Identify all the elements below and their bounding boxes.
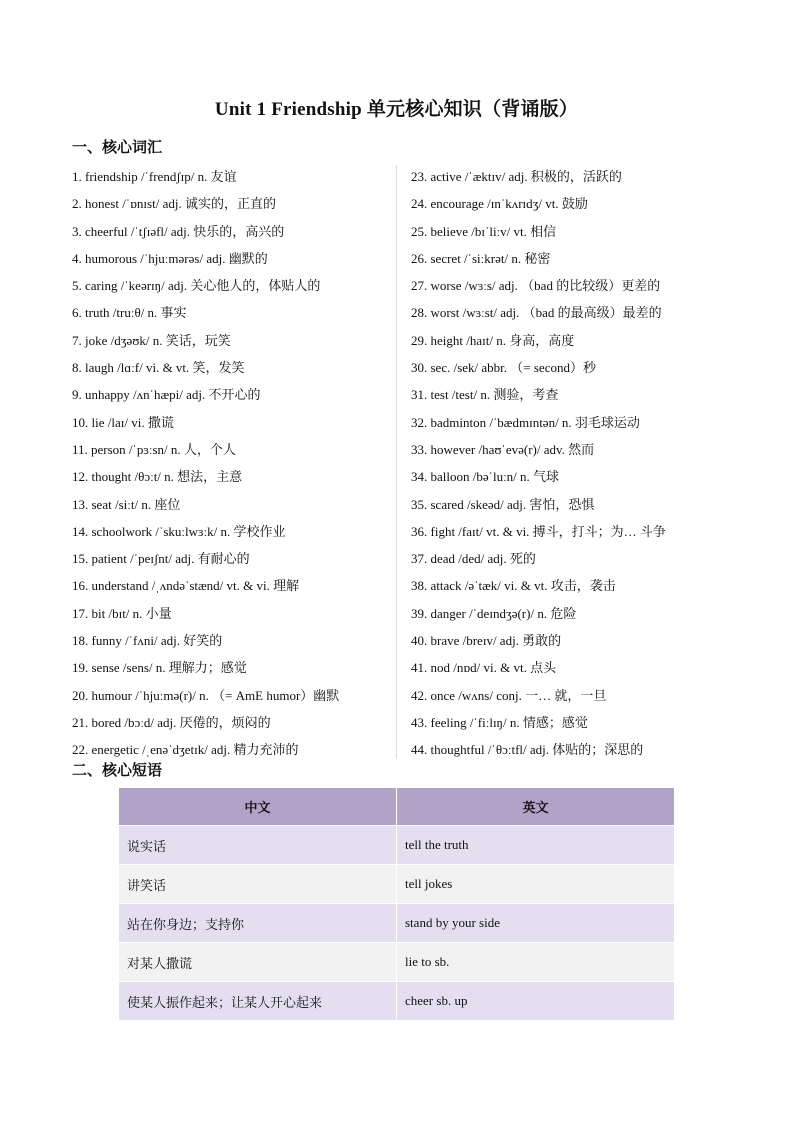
- vocab-item: 28. worst /wɜːst/ adj. （bad 的最高级）最差的: [411, 305, 662, 321]
- vocab-item: 37. dead /ded/ adj. 死的: [411, 551, 536, 567]
- vocab-item: 43. feeling /ˈfiːlɪŋ/ n. 情感；感觉: [411, 714, 588, 730]
- vocab-item: 34. balloon /bəˈluːn/ n. 气球: [411, 469, 560, 485]
- vocabulary-list-right: [411, 163, 711, 764]
- vocab-item: 24. encourage /ɪnˈkʌrɪdʒ/ vt. 鼓励: [411, 196, 588, 212]
- phrase-english: tell the truth: [397, 826, 675, 865]
- vocab-item: 36. fight /faɪt/ vt. & vi. 搏斗，打斗；为… 斗争: [411, 523, 666, 539]
- section-heading-vocabulary: 一、核心词汇: [72, 140, 163, 156]
- vocab-item: 27. worse /wɜːs/ adj. （bad 的比较级）更差的: [411, 278, 661, 294]
- vocab-item: 14. schoolwork /ˈskuːlwɜːk/ n. 学校作业: [72, 523, 286, 539]
- phrase-chinese: 对某人撒谎: [119, 943, 397, 982]
- vocab-item: 22. energetic /ˌenəˈdʒetɪk/ adj. 精力充沛的: [72, 742, 299, 758]
- phrase-chinese: 说实话: [119, 826, 397, 865]
- vocab-item: 35. scared /skeəd/ adj. 害怕，恐惧: [411, 496, 595, 512]
- vocab-item: 20. humour /ˈhjuːmə(r)/ n. （= AmE humor）幽默: [72, 687, 340, 703]
- vocab-item: 30. sec. /sek/ abbr. （= second）秒: [411, 360, 596, 376]
- phrase-chinese: 讲笑话: [119, 865, 397, 904]
- column-header-english: 英文: [397, 788, 675, 826]
- section-heading-phrases: 二、核心短语: [72, 763, 163, 779]
- vocab-item: 44. thoughtful /ˈθɔːtfl/ adj. 体贴的；深思的: [411, 742, 644, 758]
- vocab-item: 42. once /wʌns/ conj. 一… 就，一旦: [411, 687, 607, 703]
- vocab-item: 4. humorous /ˈhjuːmərəs/ adj. 幽默的: [72, 250, 268, 266]
- vocab-item: 16. understand /ˌʌndəˈstænd/ vt. & vi. 理解: [72, 578, 300, 594]
- table-row: [119, 982, 674, 1021]
- vocab-item: 17. bit /bɪt/ n. 小量: [72, 605, 172, 621]
- phrase-english: tell jokes: [397, 865, 675, 904]
- vocab-item: 18. funny /ˈfʌni/ adj. 好笑的: [72, 633, 223, 649]
- vocab-item: 1. friendship /ˈfrendʃɪp/ n. 友谊: [72, 169, 237, 184]
- vocabulary-list-left: [72, 163, 392, 764]
- vocab-item: 15. patient /ˈpeɪʃnt/ adj. 有耐心的: [72, 551, 250, 567]
- vocab-item: 12. thought /θɔːt/ n. 想法，主意: [72, 469, 243, 485]
- vocab-item: 3. cheerful /ˈtʃɪəfl/ adj. 快乐的，高兴的: [72, 223, 285, 239]
- table-row: [119, 865, 674, 904]
- phrase-english: cheer sb. up: [397, 982, 675, 1021]
- vocab-item: 26. secret /ˈsiːkrət/ n. 秘密: [411, 250, 551, 266]
- vocab-item: 31. test /test/ n. 测验，考查: [411, 387, 559, 403]
- table-header-row: [119, 788, 674, 826]
- vocab-item: 10. lie /laɪ/ vi. 撒谎: [72, 414, 174, 430]
- vocab-item: 9. unhappy /ʌnˈhæpi/ adj. 不开心的: [72, 387, 261, 403]
- vocab-item: 13. seat /siːt/ n. 座位: [72, 496, 181, 512]
- vocab-item: 25. believe /bɪˈliːv/ vt. 相信: [411, 223, 557, 239]
- phrase-chinese: 使某人振作起来；让某人开心起来: [119, 982, 397, 1021]
- vocab-item: 5. caring /ˈkeərɪŋ/ adj. 关心他人的，体贴人的: [72, 278, 321, 294]
- vocab-item: 38. attack /əˈtæk/ vi. & vt. 攻击，袭击: [411, 578, 616, 594]
- vocab-item: 6. truth /truːθ/ n. 事实: [72, 305, 187, 321]
- vocab-item: 23. active /ˈæktɪv/ adj. 积极的，活跃的: [411, 169, 622, 184]
- vocab-item: 33. however /haʊˈevə(r)/ adv. 然而: [411, 441, 595, 457]
- phrase-table: [119, 788, 674, 1020]
- page-title: Unit 1 Friendship 单元核心知识（背诵版）: [214, 99, 579, 120]
- phrase-english: stand by your side: [397, 904, 675, 943]
- vocab-item: 7. joke /dʒəʊk/ n. 笑话，玩笑: [72, 332, 231, 348]
- vocab-item: 40. brave /breɪv/ adj. 勇敢的: [411, 633, 562, 649]
- vocab-item: 21. bored /bɔːd/ adj. 厌倦的，烦闷的: [72, 714, 271, 730]
- vocab-item: 19. sense /sens/ n. 理解力；感觉: [72, 660, 247, 676]
- table-row: [119, 943, 674, 982]
- vocab-item: 39. danger /ˈdeɪndʒə(r)/ n. 危险: [411, 605, 577, 621]
- table-row: [119, 904, 674, 943]
- vocab-item: 11. person /ˈpɜːsn/ n. 人，个人: [72, 441, 236, 457]
- vocab-item: 29. height /haɪt/ n. 身高，高度: [411, 332, 575, 348]
- vocab-item: 41. nod /nɒd/ vi. & vt. 点头: [411, 660, 557, 676]
- column-divider: [396, 165, 397, 759]
- vocab-item: 2. honest /ˈɒnɪst/ adj. 诚实的，正直的: [72, 196, 276, 212]
- phrase-chinese: 站在你身边；支持你: [119, 904, 397, 943]
- table-row: [119, 826, 674, 865]
- vocab-item: 32. badminton /ˈbædmɪntən/ n. 羽毛球运动: [411, 414, 640, 430]
- vocab-item: 8. laugh /lɑːf/ vi. & vt. 笑，发笑: [72, 360, 245, 376]
- phrase-english: lie to sb.: [397, 943, 675, 982]
- column-header-chinese: 中文: [119, 788, 397, 826]
